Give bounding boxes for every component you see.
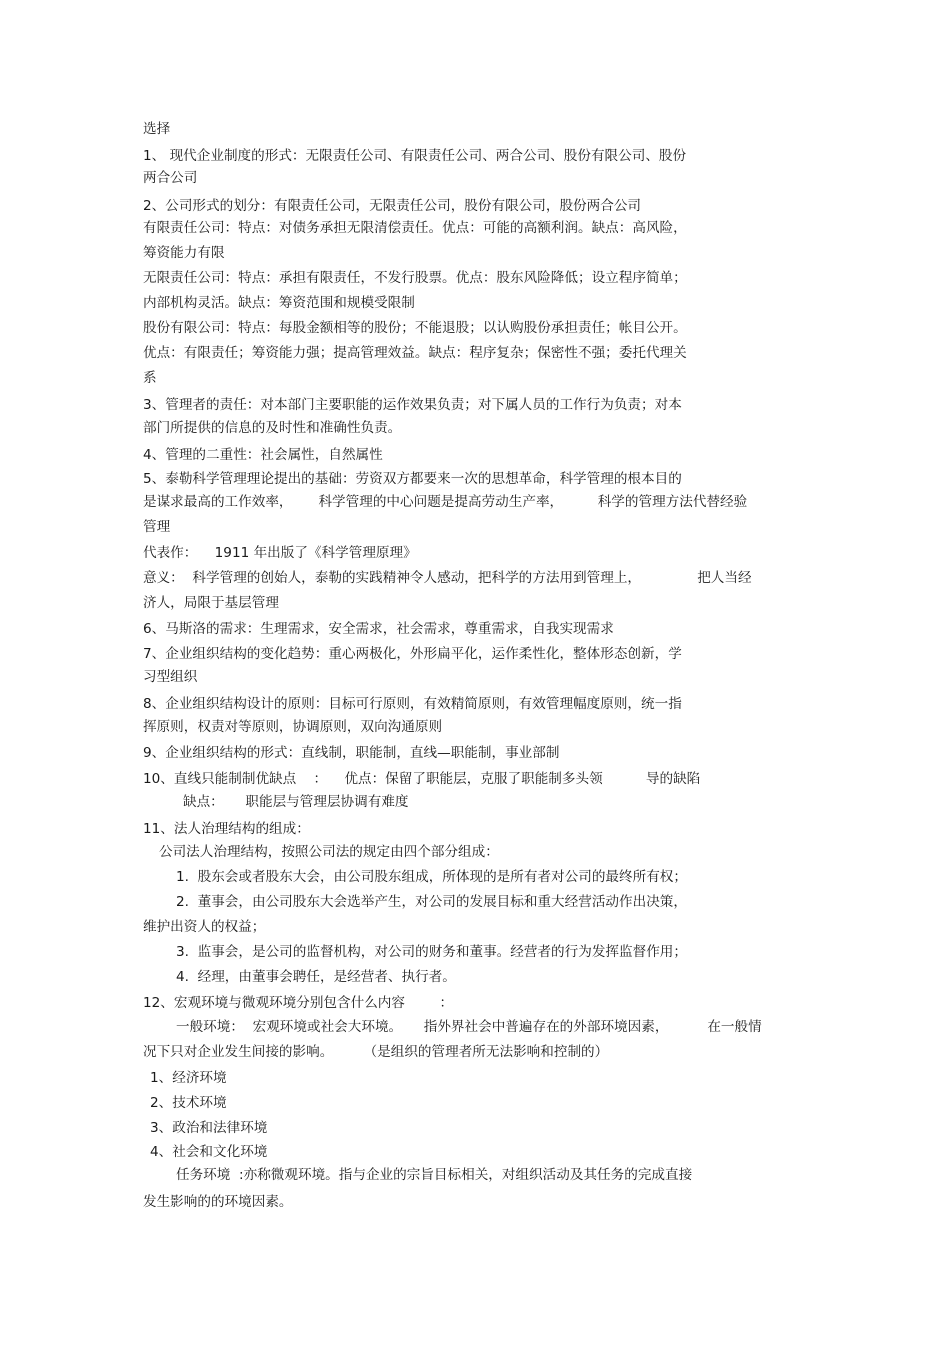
text-line: 股份有限公司：特点：每股金额相等的股份；不能退股；以认购股份承担责任；帐目公开。 xyxy=(143,320,687,336)
text-line: 2、技术环境 xyxy=(150,1095,227,1111)
text-line: 济人，局限于基层管理 xyxy=(143,595,279,611)
text-line: 3、管理者的责任：对本部门主要职能的运作效果负责；对下属人员的工作行为负责；对本 xyxy=(143,397,682,413)
text-line: 内部机构灵活。缺点：筹资范围和规模受限制 xyxy=(143,295,415,311)
text-line: 一般环境： 宏观环境或社会大环境。 指外界社会中普遍存在的外部环境因素， 在一般情 xyxy=(176,1019,762,1035)
text-line: 2、公司形式的划分：有限责任公司，无限责任公司，股份有限公司，股份两合公司 xyxy=(143,198,642,214)
text-line: 习型组织 xyxy=(143,669,198,685)
text-line: 部门所提供的信息的及时性和准确性负责。 xyxy=(143,420,402,436)
text-line: 3、政治和法律环境 xyxy=(150,1120,268,1136)
text-line: 5、泰勒科学管理理论提出的基础：劳资双方都要来一次的思想革命，科学管理的根本目的 xyxy=(143,471,682,487)
text-line: 9、企业组织结构的形式：直线制，职能制，直线—职能制，事业部制 xyxy=(143,745,560,761)
text-line: 有限责任公司：特点：对债务承担无限清偿责任。优点：可能的高额利润。缺点：高风险， xyxy=(143,220,687,236)
text-line: 7、企业组织结构的变化趋势：重心两极化，外形扁平化，运作柔性化，整体形态创新，学 xyxy=(143,646,682,662)
text-line: 系 xyxy=(143,370,157,386)
text-line: 1、 现代企业制度的形式：无限责任公司、有限责任公司、两合公司、股份有限公司、股份 xyxy=(143,148,687,164)
text-line: 挥原则，权责对等原则，协调原则，双向沟通原则 xyxy=(143,719,443,735)
text-line: 两合公司 xyxy=(143,170,198,186)
text-line: 任务环境 :亦称微观环境。指与企业的宗旨目标相关，对组织活动及其任务的完成直接 xyxy=(176,1167,693,1183)
text-line: 4. 经理，由董事会聘任，是经营者、执行者。 xyxy=(176,969,456,985)
text-line: 12、宏观环境与微观环境分别包含什么内容 ： xyxy=(143,995,454,1011)
text-line: 公司法人治理结构，按照公司法的规定由四个部分组成： xyxy=(159,844,499,860)
text-line: 况下只对企业发生间接的影响。 （是组织的管理者所无法影响和控制的） xyxy=(143,1044,609,1060)
text-line: 11、法人治理结构的组成： xyxy=(143,821,310,837)
text-line: 选择 xyxy=(143,121,171,137)
text-line: 是谋求最高的工作效率， 科学管理的中心问题是提高劳动生产率， 科学的管理方法代替经验 xyxy=(143,494,748,510)
text-line: 3. 监事会，是公司的监督机构，对公司的财务和董事。经营者的行为发挥监督作用； xyxy=(176,944,687,960)
text-line: 8、企业组织结构设计的原则：目标可行原则，有效精简原则，有效管理幅度原则，统一指 xyxy=(143,696,682,712)
text-line: 发生影响的的环境因素。 xyxy=(143,1194,293,1210)
text-line: 6、马斯洛的需求：生理需求，安全需求，社会需求，尊重需求，自我实现需求 xyxy=(143,621,614,637)
text-line: 2. 董事会，由公司股东大会选举产生，对公司的发展目标和重大经营活动作出决策， xyxy=(176,894,687,910)
text-line: 筹资能力有限 xyxy=(143,245,225,261)
text-line: 缺点： 职能层与管理层协调有难度 xyxy=(183,794,409,810)
text-line: 无限责任公司：特点：承担有限责任，不发行股票。优点：股东风险降低；设立程序简单； xyxy=(143,270,687,286)
text-line: 4、管理的二重性：社会属性，自然属性 xyxy=(143,447,383,463)
text-line: 1、经济环境 xyxy=(150,1070,227,1086)
text-line: 1. 股东会或者股东大会，由公司股东组成，所体现的是所有者对公司的最终所有权； xyxy=(176,869,687,885)
text-line: 优点：有限责任；筹资能力强；提高管理效益。缺点：程序复杂；保密性不强；委托代理关 xyxy=(143,345,687,361)
text-line: 代表作： 1911 年出版了《科学管理原理》 xyxy=(143,545,417,561)
text-line: 管理 xyxy=(143,519,171,535)
text-line: 4、社会和文化环境 xyxy=(150,1144,268,1160)
text-line: 10、直线只能制制优缺点 ： 优点：保留了职能层，克服了职能制多头领 导的缺陷 xyxy=(143,771,701,787)
text-line: 意义： 科学管理的创始人，泰勒的实践精神令人感动，把科学的方法用到管理上， 把人当经 xyxy=(143,570,752,586)
text-line: 维护出资人的权益； xyxy=(143,919,266,935)
